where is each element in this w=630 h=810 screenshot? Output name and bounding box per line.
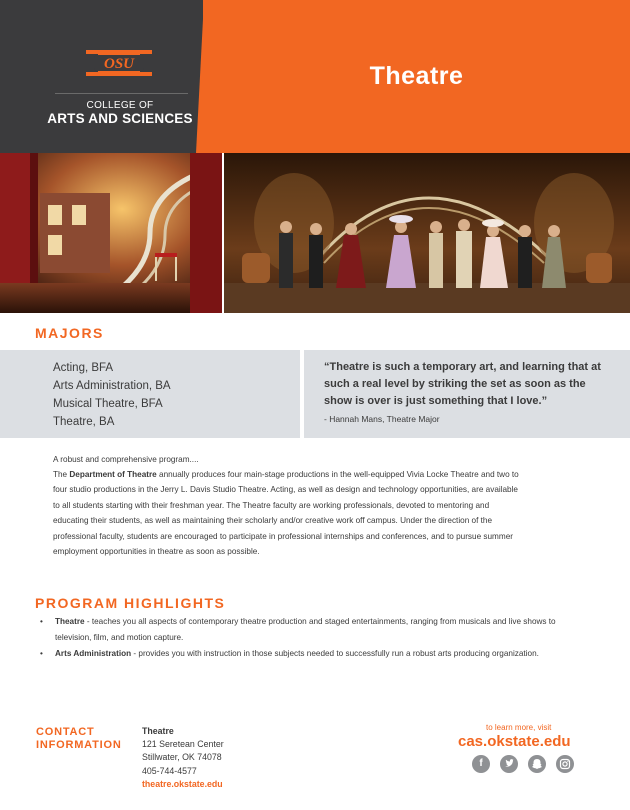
snapchat-icon[interactable] [528,755,546,773]
highlights-list [37,614,557,662]
student-quote: “Theatre is such a temporary art, and learning that at such a real level by striking the set as soon as the show is over is just something that I love.” [324,361,601,407]
page-title: Theatre [369,62,464,90]
highlight-term: Theatre [55,617,85,626]
twitter-icon[interactable] [500,755,518,773]
instagram-icon[interactable] [556,755,574,773]
bullet-icon: • [40,617,43,626]
description-lead: The [53,470,70,479]
highlights-heading: PROGRAM HIGHLIGHTS [35,595,226,611]
bullet-icon: • [40,648,43,658]
contact-address-line2: Stillwater, OK 74078 [142,752,222,763]
majors-heading: MAJORS [35,325,104,341]
osu-logo [80,44,158,80]
major-item: Theatre, BA [53,416,115,428]
department-description [53,467,523,559]
contact-heading [36,726,122,752]
staircase-photo [0,153,222,313]
contact-phone[interactable]: 405-744-4577 [142,765,197,776]
department-website-link[interactable]: theatre.okstate.edu [142,778,223,789]
logo-divider [55,93,188,94]
highlight-item [37,646,557,662]
college-website-link[interactable]: cas.okstate.edu [458,733,571,750]
stage-cast-photo [224,153,630,313]
highlight-text: - provides you with instruction in those subjects needed to successfully run a robust arts producing organization. [131,648,539,658]
contact-details [142,725,224,791]
major-item: Acting, BFA [53,362,114,374]
quote-attribution: - Hannah Mans, Theatre Major [324,414,440,424]
highlight-term: Arts Administration [55,648,132,658]
contact-address-line1: 121 Seretean Center [142,739,224,750]
description-text: annually produces four main-stage productions in the well-equipped Vivia Locke Theatre and two to four studio productions in the Jerry L. Davis Studio Theatre. Acting, as well as design and technology opportunities, are available to all students starting with their freshman year. The Theatre faculty are working professionals, devoted to mentoring and educating their students, as well as maintaining their scholarly and/or creative work off campus. Under the direction of the professional faculty, students are encouraged to participate in professional internships and conferences, and to pursue summer employment opportunities in theatre as soon as possible. [53,470,519,557]
intro-line: A robust and comprehensive program.... [53,455,199,464]
highlight-item [37,614,557,645]
learn-more-label: to learn more, visit [486,723,552,732]
contact-heading-line1: CONTACT [36,726,95,738]
major-item: Musical Theatre, BFA [53,398,163,410]
logo-text: OSU [103,56,135,72]
college-of-label: COLLEGE OF [86,100,154,111]
majors-list [53,359,171,431]
major-item: Arts Administration, BA [53,380,171,392]
facebook-icon[interactable]: f [472,755,490,773]
college-name: ARTS AND SCIENCES [47,111,193,126]
department-name: Department of Theatre [69,470,157,479]
contact-name: Theatre [142,726,174,736]
highlight-text: - teaches you all aspects of contemporary theatre production and staged entertainments, ranging from musicals and live shows to television, film, and motion capture. [55,617,556,642]
contact-heading-line2: INFORMATION [36,739,122,751]
